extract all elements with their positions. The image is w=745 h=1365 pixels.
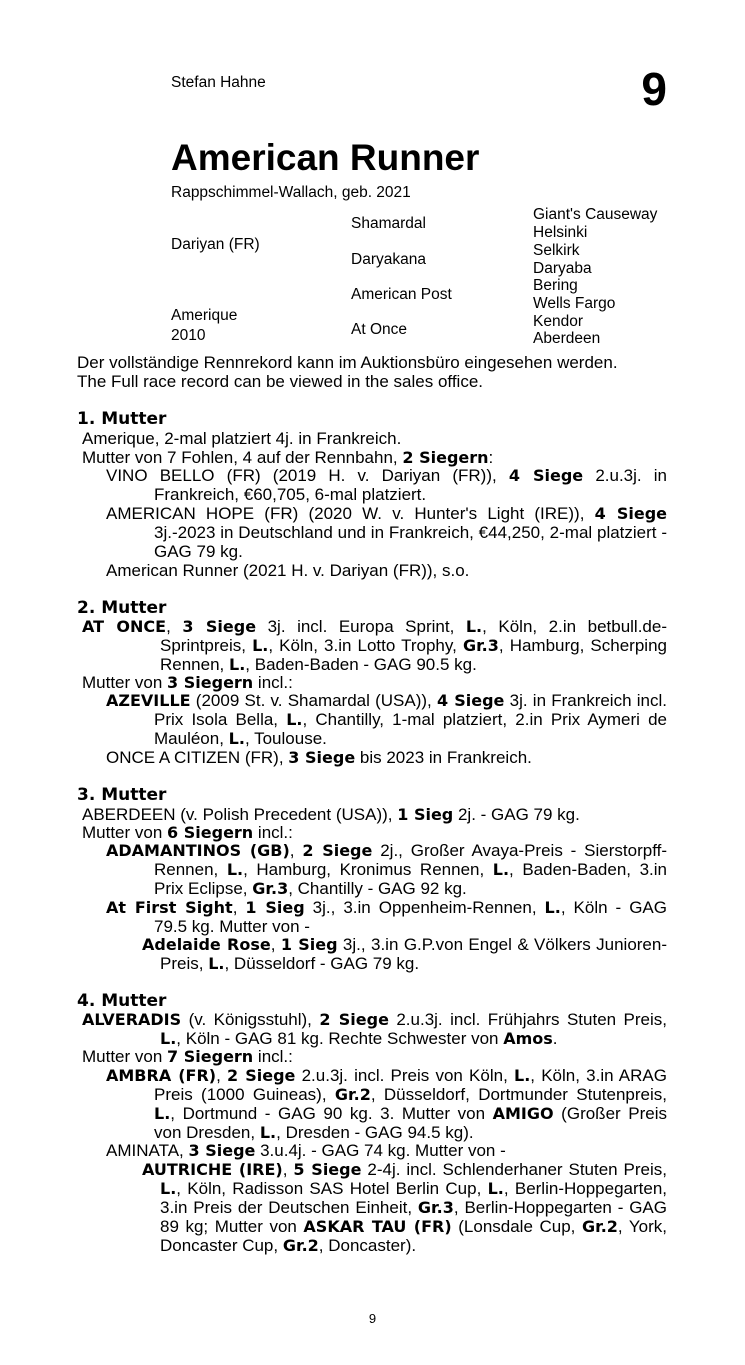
pedigree-gen3-3: Selkirk (533, 242, 580, 259)
dam4-produce-1: AMBRA (FR), 2 Siege 2.u.3j. incl. Preis von Köln, L., Köln, 3.in ARAG Preis (1000 Guineas), Gr.2, Düsseldorf, Dortmunder Stutenpreis, L., Dortmund - GAG 90 kg. 3. Mutter von AMIGO (Großer Preis von Dresden, L., Dresden - GAG 94.5 kg). (106, 1066, 667, 1142)
pedigree-gen3-5: Bering (533, 277, 578, 294)
pedigree-sire: Dariyan (FR) (171, 236, 260, 253)
dam1-line-2: Mutter von 7 Fohlen, 4 auf der Rennbahn, 2 Siegern: (82, 448, 494, 467)
pedigree-gen3-7: Kendor (533, 313, 583, 330)
dam2-produce-2: ONCE A CITIZEN (FR), 3 Siege bis 2023 in Frankreich. (106, 748, 532, 767)
pedigree-sire-sire: Shamardal (351, 215, 426, 232)
horse-name: American Runner (171, 137, 480, 178)
pedigree-gen3-6: Wells Fargo (533, 295, 616, 312)
consignor-name: Stefan Hahne (171, 74, 266, 91)
dam2-record: AT ONCE, 3 Siege 3j. incl. Europa Sprint, L., Köln, 2.in betbull.de-Sprintpreis, L., Köln, 3.in Lotto Trophy, Gr.3, Hamburg, Scherping Rennen, L., Baden-Baden - GAG 90.5 kg. (82, 617, 667, 674)
pedigree-dam-sire: American Post (351, 286, 452, 303)
dam1-produce-3: American Runner (2021 H. v. Dariyan (FR)), s.o. (106, 561, 470, 580)
dam4-record: ALVERADIS (v. Königsstuhl), 2 Siege 2.u.3j. incl. Frühjahrs Stuten Preis, L., Köln - GAG 81 kg. Rechte Schwester von Amos. (82, 1010, 667, 1048)
dam2-produce-1: AZEVILLE (2009 St. v. Shamardal (USA)), 4 Siege 3j. in Frankreich incl. Prix Isola Bella, L., Chantilly, 1-mal platziert, 2.in Prix Aymeri de Mauléon, L., Toulouse. (106, 691, 667, 748)
pedigree-dam: Amerique (171, 307, 238, 324)
dam3-produce-2: At First Sight, 1 Sieg 3j., 3.in Oppenheim-Rennen, L., Köln - GAG 79.5 kg. Mutter von - (106, 898, 667, 936)
pedigree-gen3-1: Giant's Causeway (533, 206, 658, 223)
pedigree-gen3-8: Aberdeen (533, 330, 601, 347)
horse-description: Rappschimmel-Wallach, geb. 2021 (171, 184, 411, 201)
dam3-produce-intro: Mutter von 6 Siegern incl.: (82, 823, 293, 842)
dam3-produce-1: ADAMANTINOS (GB), 2 Siege 2j., Großer Avaya-Preis - Sierstorpff-Rennen, L., Hamburg, Kronimus Rennen, L., Baden-Baden, 3.in Prix Eclipse, Gr.3, Chantilly - GAG 92 kg. (106, 841, 667, 898)
section-heading-4: 4. Mutter (77, 991, 167, 1011)
dam4-produce-2: AMINATA, 3 Siege 3.u.4j. - GAG 74 kg. Mutter von - (106, 1141, 506, 1160)
dam1-produce-2: AMERICAN HOPE (FR) (2020 W. v. Hunter's Light (IRE)), 4 Siege 3j.-2023 in Deutschland und in Frankreich, €44,250, 2-mal platziert - GAG 79 kg. (106, 504, 667, 561)
race-record-note-de: Der vollständige Rennrekord kann im Auktionsbüro eingesehen werden. (77, 353, 618, 372)
dam1-line-1: Amerique, 2-mal platziert 4j. in Frankreich. (82, 429, 402, 448)
pedigree-sire-dam: Daryakana (351, 251, 426, 268)
lot-number: 9 (641, 63, 667, 115)
dam3-record: ABERDEEN (v. Polish Precedent (USA)), 1 Sieg 2j. - GAG 79 kg. (82, 805, 580, 824)
race-record-note-en: The Full race record can be viewed in the sales office. (77, 372, 484, 391)
section-heading-2: 2. Mutter (77, 598, 167, 618)
dam1-produce-1: VINO BELLO (FR) (2019 H. v. Dariyan (FR)), 4 Siege 2.u.3j. in Frankreich, €60,705, 6-mal platziert. (106, 466, 667, 504)
pedigree-gen3-2: Helsinki (533, 224, 588, 241)
pedigree-dam-year: 2010 (171, 327, 206, 344)
page-number: 9 (368, 1311, 377, 1326)
dam4-grandproduce-1: AUTRICHE (IRE), 5 Siege 2-4j. incl. Schlenderhaner Stuten Preis, L., Köln, Radisson SAS Hotel Berlin Cup, L., Berlin-Hoppegarten, 3.in Preis der Deutschen Einheit, Gr.3, Berlin-Hoppegarten - GAG 89 kg; Mutter von ASKAR TAU (FR) (Lonsdale Cup, Gr.2, York, Doncaster Cup, Gr.2, Doncaster). (142, 1160, 668, 1255)
section-heading-1: 1. Mutter (77, 409, 167, 429)
pedigree-dam-dam: At Once (351, 321, 407, 338)
dam2-produce-intro: Mutter von 3 Siegern incl.: (82, 673, 293, 692)
section-heading-3: 3. Mutter (77, 785, 167, 805)
dam4-produce-intro: Mutter von 7 Siegern incl.: (82, 1047, 293, 1066)
pedigree-gen3-4: Daryaba (533, 260, 592, 277)
dam3-grandproduce-1: Adelaide Rose, 1 Sieg 3j., 3.in G.P.von Engel & Völkers Junioren-Preis, L., Düsseldorf - GAG 79 kg. (142, 935, 668, 973)
